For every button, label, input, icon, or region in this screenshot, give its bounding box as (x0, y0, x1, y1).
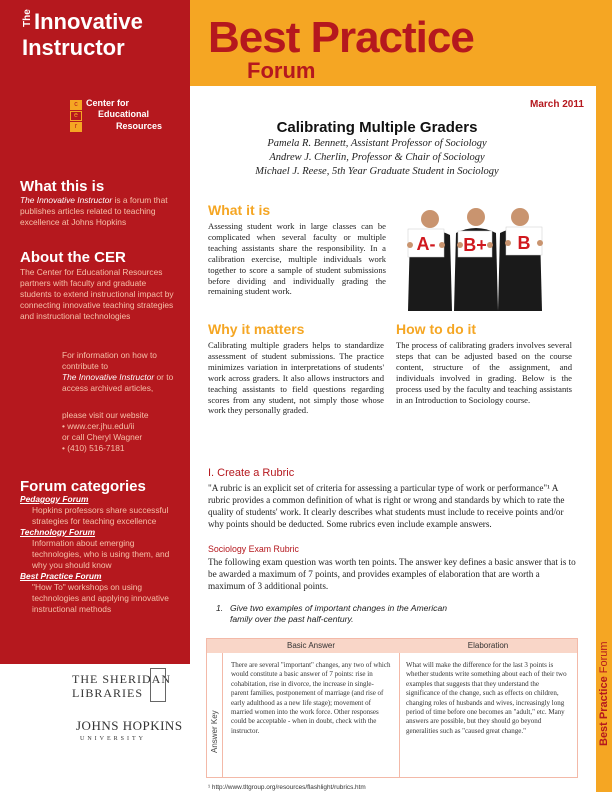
forum-categories-heading: Forum categories (20, 478, 146, 495)
jhu-logo-sub: UNIVERSITY (80, 736, 146, 742)
about-cer-text: The Center for Educational Resources partners with faculty and graduate students to extend instructional impact by connecting innovative teaching strategies and instructional technologies (20, 267, 174, 321)
answer-key-table (206, 638, 578, 778)
brand-innovative: Innovative (34, 9, 143, 34)
author-line: Andrew J. Cherlin, Professor & Chair of Sociology (269, 152, 485, 163)
why-it-matters-heading: Why it matters (208, 321, 305, 337)
what-this-is-text: The Innovative Instructor is a forum that publishes articles related to teaching excellence at Johns Hopkins (20, 195, 168, 227)
cer-logo-icon (70, 100, 84, 134)
why-it-matters-text: Calibrating multiple graders helps to standardize assessment of student submissions. The practice minimizes variation in interpretations of students' work across graders. It also allows instructors and teaching assistants to field questions regarding scores from any student, not simply those whose work they personally graded. (208, 340, 384, 416)
article-title: Calibrating Multiple Graders (276, 119, 478, 136)
question-number: 1. (216, 603, 224, 613)
cer-line: Educational (98, 109, 150, 119)
sheridan-mark-icon (150, 668, 166, 702)
publication-name: The Innovative Instructor (62, 372, 155, 382)
row-label: Answer Key (210, 710, 219, 753)
grade-label: B (517, 233, 531, 253)
cer-letter: e (70, 111, 82, 121)
cer-letter: c (70, 100, 82, 110)
category-title[interactable]: Best Practice Forum (20, 571, 102, 581)
newsletter-forum: Forum (247, 58, 316, 83)
create-rubric-text: "A rubric is an explicit set of criteria for assessing a particular type of work or performance"¹ A rubric provides a common definition of what is right or wrong and standards by which to rate the quality of students' work. It clearly describes what students must include to receive points and/or why points should be deducted. Some rubrics even include example answers. (208, 483, 565, 529)
what-this-is-heading: What this is (20, 178, 105, 195)
jhu-logo: JOHNS HOPKINS (76, 718, 183, 733)
grade-label: B+ (463, 235, 487, 255)
phone-number: • (410) 516-7181 (62, 443, 125, 453)
category-desc: "How To" workshops on using technologies and applying innovative instructional methods (32, 582, 169, 614)
cer-logo (70, 100, 170, 136)
category-title[interactable]: Technology Forum (20, 527, 96, 537)
row-label-cell (207, 653, 223, 777)
footnote: ¹ http://www.tltgroup.org/resources/flashlight/rubrics.htm (208, 784, 366, 791)
website-link[interactable]: • www.cer.jhu.edu/ii (62, 421, 135, 431)
about-cer-heading: About the CER (20, 249, 126, 266)
create-rubric-heading: I. Create a Rubric (208, 467, 295, 479)
author-line: Pamela R. Bennett, Assistant Professor of Sociology (267, 138, 487, 149)
cer-line: Resources (116, 121, 163, 131)
brand-instructor: Instructor (22, 35, 125, 60)
issue-date: March 2011 (530, 99, 584, 110)
grade-label: A- (416, 234, 436, 254)
column-header-basic: Basic Answer (286, 641, 336, 650)
what-it-is-heading: What it is (208, 202, 271, 218)
how-to-do-it-text: The process of calibrating graders involves several steps that can be adjusted based on the course content, structure of the assignment, and individuals involved in grading. Below is the process used by the faculty and teaching assistants in an Introduction to Sociology course. (396, 340, 572, 405)
strip-label: Best Practice Forum (598, 641, 610, 746)
sidebar (0, 0, 190, 792)
sheridan-libraries-logo: THE SHERIDAN LIBRARIES (72, 672, 171, 700)
question-text: Give two examples of important changes in the American family over the past half-century. (230, 603, 448, 624)
category-title[interactable]: Pedagogy Forum (20, 494, 89, 504)
column-header-elaboration: Elaboration (467, 641, 509, 650)
exam-rubric-heading: Sociology Exam Rubric (208, 544, 299, 554)
how-to-do-it-heading: How to do it (396, 321, 477, 337)
publication-name: The Innovative Instructor (20, 195, 113, 205)
newsletter-title: Best Practice (208, 13, 474, 62)
table-header (207, 639, 577, 653)
category-desc: Hopkins professors share successful strategies for teaching excellence (32, 505, 169, 526)
brand-the: The (22, 9, 33, 27)
cer-line: Center for (86, 98, 130, 108)
category-desc: Information about emerging technologies, who is using them, and why you should know (32, 538, 170, 570)
exam-question (216, 603, 450, 625)
forum-categories-list (20, 494, 180, 615)
elaboration-text: What will make the difference for the last 3 points is whether students write something about each of their two examples that suggests that they understand the significance of the change, such as effects on children, changing roles of husbands and wives, increasingly long period of time before one becomes an "adult," etc. Many answers are possible, but they should go beyond generalities such as "caused great change." (406, 661, 567, 735)
author-line: Michael J. Reese, 5th Year Graduate Student in Sociology (255, 166, 499, 177)
brand-block (0, 0, 190, 86)
graders-photo (400, 205, 550, 311)
what-it-is-text: Assessing student work in large classes can be complicated when several faculty or multiple teaching assistants share the responsibility. In a calibration exercise, multiple individuals work together to score a sample of student submissions before dividing and individually grading the remaining student work. (208, 221, 386, 297)
contribute-info: For information on how to contribute to The Innovative Instructor or to access archived articles, (62, 350, 174, 393)
partner-logos (0, 664, 190, 792)
basic-answer-cell: There are several "important" changes, any two of which would constitute a basic answer of 7 points: rise in cohabitation, rise in divorce, the increase in single-parent families, postponement of marriage (and rise of early adulthood as a new life stage); movement of married women into the work force. Other responses could be acceptable - when in doubt, check with the instructor. (231, 661, 391, 735)
elaboration-cell (399, 653, 577, 777)
contact-info: please visit our website • www.cer.jhu.edu/ii or call Cheryl Wagner • (410) 516-7181 (62, 410, 149, 453)
exam-rubric-text: The following exam question was worth ten points. The answer key defines a basic answer that is to be awarded a maximum of 7 points, and provides examples of elaboration that are worth a maximum of 3 additional points. (208, 557, 576, 591)
cer-letter: r (70, 122, 82, 132)
